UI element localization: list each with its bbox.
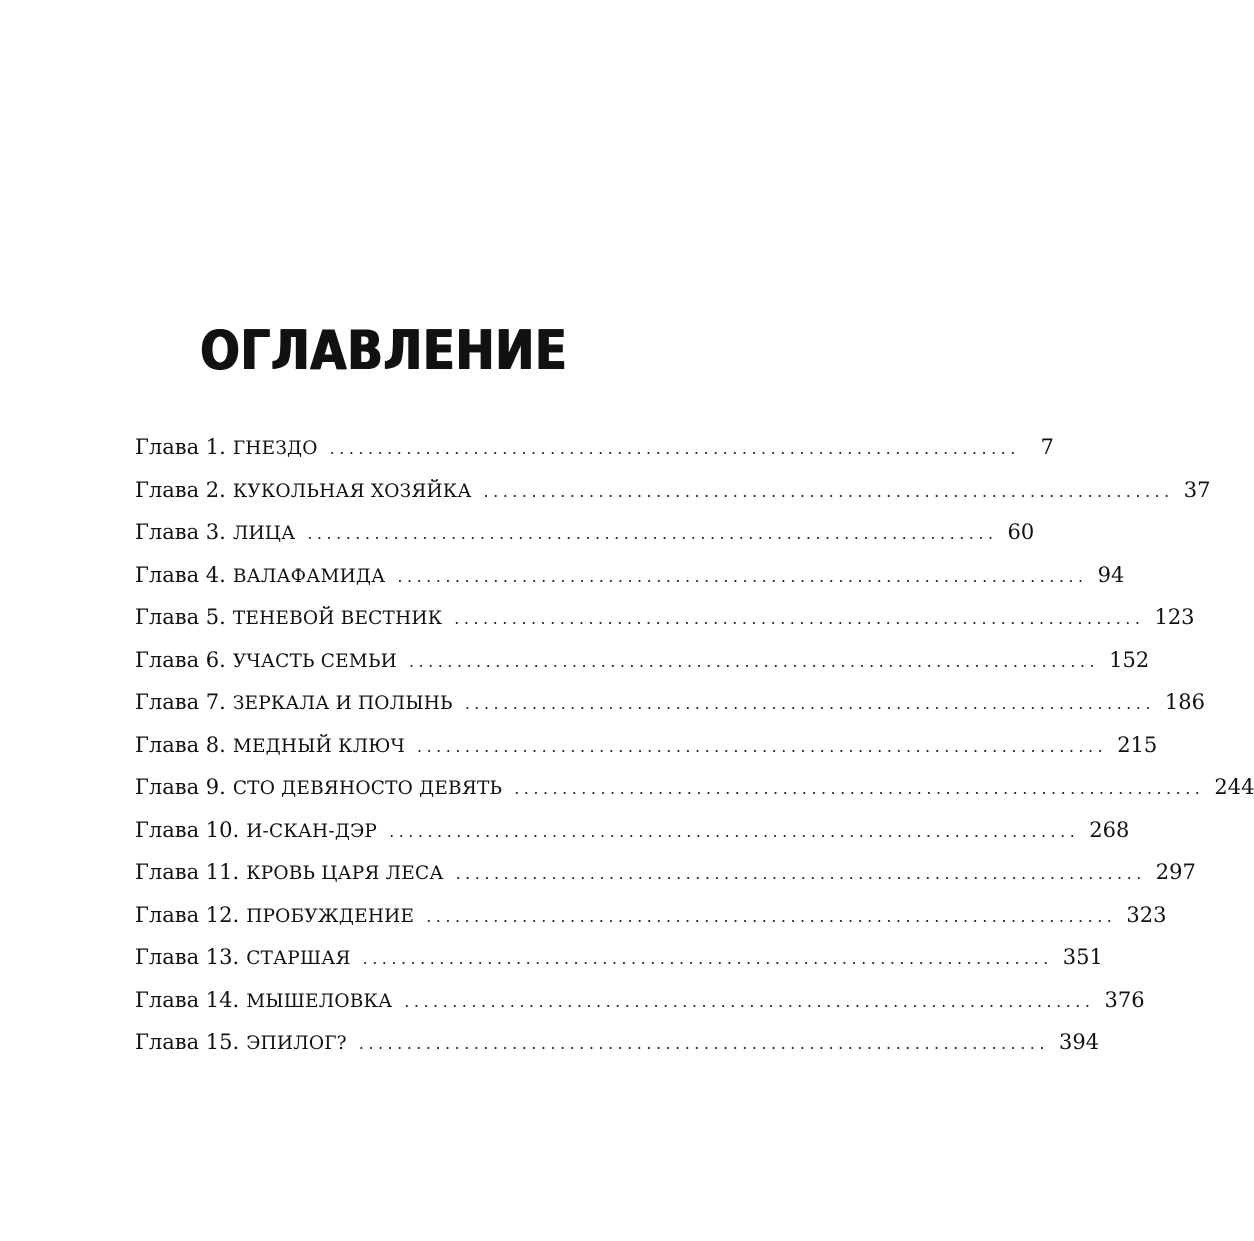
dot-leader: ........................................................................ (483, 481, 1174, 501)
chapter-label: Глава 1. (135, 435, 226, 459)
chapter-label: Глава 9. (135, 775, 226, 799)
toc-entry[interactable] (135, 775, 1254, 818)
toc-entry[interactable] (135, 1030, 1100, 1073)
chapter-label: Глава 6. (135, 647, 226, 672)
chapter-title: ВАЛАФАМИДА (232, 565, 386, 587)
page-number: 152 (1109, 647, 1150, 672)
dot-leader: ........................................................................ (514, 779, 1205, 798)
dot-leader: ........................................................................ (408, 651, 1100, 671)
chapter-label: Глава 7. (135, 690, 226, 714)
toc-entry[interactable] (135, 860, 1196, 903)
dot-leader: ........................................................................ (389, 821, 1080, 841)
dot-leader: ........................................................................ (454, 609, 1145, 628)
chapter-title: И-СКАН-ДЭР (246, 820, 378, 842)
chapter-title: КРОВЬ ЦАРЯ ЛЕСА (246, 863, 444, 884)
chapter-label: Глава 4. (135, 562, 226, 587)
chapter-label: Глава 13. (135, 945, 240, 969)
toc-heading: ОГЛАВЛЕНИЕ (200, 319, 568, 383)
chapter-label: Глава 11. (135, 860, 240, 884)
chapter-label: Глава 3. (135, 520, 226, 544)
page-number: 60 (1007, 520, 1035, 544)
toc-entry[interactable] (135, 435, 1054, 478)
dot-leader: ........................................................................ (358, 1034, 1049, 1053)
toc-entry[interactable] (135, 477, 1211, 521)
chapter-title: СТО ДЕВЯНОСТО ДЕВЯТЬ (232, 778, 503, 799)
page-number: 376 (1104, 987, 1145, 1012)
chapter-title: СТАРШАЯ (246, 948, 351, 969)
dot-leader: ........................................................................ (426, 906, 1117, 926)
page-number: 268 (1089, 817, 1130, 842)
chapter-title: МЫШЕЛОВКА (246, 990, 393, 1012)
toc-entry[interactable] (135, 690, 1205, 733)
page-number: 323 (1126, 902, 1167, 927)
chapter-title: ЭПИЛОГ? (246, 1033, 347, 1054)
page-number: 351 (1062, 945, 1103, 969)
chapter-label: Глава 8. (135, 732, 226, 757)
chapter-title: ПРОБУЖДЕНИЕ (246, 905, 415, 927)
dot-leader: ........................................................................ (362, 949, 1053, 968)
chapter-label: Глава 14. (135, 987, 240, 1012)
page-number: 123 (1154, 605, 1195, 629)
chapter-label: Глава 5. (135, 605, 226, 629)
page-number: 37 (1183, 477, 1211, 502)
chapter-label: Глава 12. (135, 902, 240, 927)
table-of-contents (135, 435, 1254, 1073)
dot-leader: ........................................................................ (397, 566, 1088, 586)
page-number: 7 (1040, 435, 1054, 459)
page-number: 394 (1058, 1030, 1100, 1054)
chapter-label: Глава 10. (135, 817, 240, 842)
toc-entry[interactable] (135, 605, 1195, 648)
toc-entry[interactable] (135, 817, 1130, 861)
dot-leader: ........................................................................ (329, 439, 1020, 458)
chapter-label: Глава 15. (135, 1030, 240, 1054)
page-number: 94 (1097, 562, 1125, 587)
toc-entry[interactable] (135, 987, 1145, 1031)
toc-entry[interactable] (135, 732, 1158, 776)
chapter-title: ЛИЦА (232, 523, 296, 544)
page-number: 244 (1214, 775, 1254, 799)
dot-leader: ........................................................................ (307, 524, 998, 543)
page-number: 297 (1155, 860, 1196, 884)
page-number: 186 (1164, 690, 1205, 714)
chapter-title: МЕДНЫЙ КЛЮЧ (232, 735, 405, 757)
chapter-title: УЧАСТЬ СЕМЬИ (232, 650, 397, 672)
toc-entry[interactable] (135, 945, 1103, 988)
chapter-label: Глава 2. (135, 477, 226, 502)
dot-leader: ........................................................................ (404, 991, 1095, 1011)
chapter-title: КУКОЛЬНАЯ ХОЗЯЙКА (232, 480, 472, 502)
page-number: 215 (1117, 732, 1158, 757)
dot-leader: ........................................................................ (464, 694, 1155, 713)
toc-entry[interactable] (135, 562, 1125, 606)
toc-entry[interactable] (135, 520, 1035, 563)
toc-entry[interactable] (135, 902, 1167, 946)
chapter-title: ТЕНЕВОЙ ВЕСТНИК (232, 608, 443, 629)
dot-leader: ........................................................................ (455, 864, 1146, 883)
dot-leader: ........................................................................ (417, 736, 1108, 756)
chapter-title: ЗЕРКАЛА И ПОЛЫНЬ (232, 693, 453, 714)
toc-entry[interactable] (135, 647, 1150, 691)
chapter-title: ГНЕЗДО (232, 438, 318, 459)
